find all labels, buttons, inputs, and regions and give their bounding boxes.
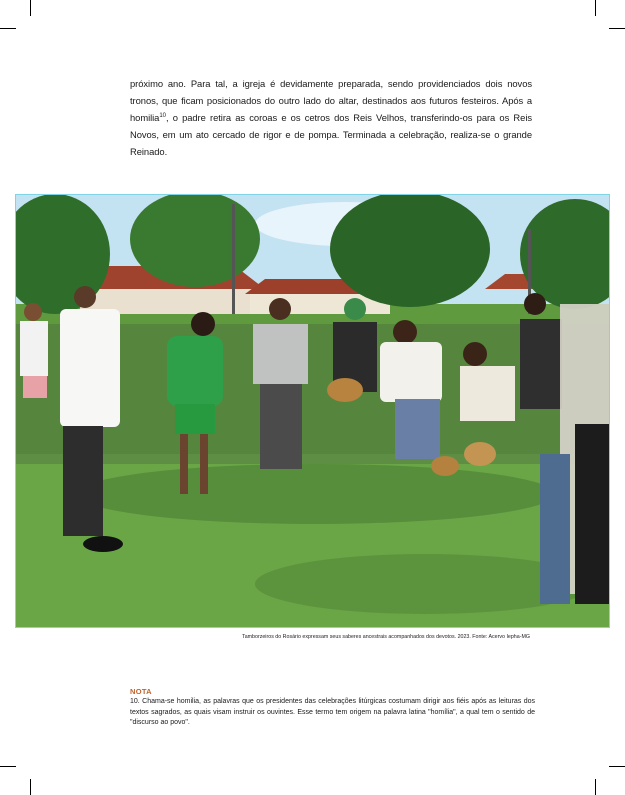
photo-caption: Tamborzeiros do Rosário expressam seus saberes ancestrais acompanhados dos devotos. 2023. Fonte: Acervo Iepha-MG <box>242 634 530 640</box>
note-title: NOTA <box>130 687 152 696</box>
crop-mark <box>609 766 625 767</box>
crop-mark <box>595 0 596 16</box>
crop-mark <box>0 766 16 767</box>
body-text-part1: próximo ano. Para tal, a igreja é devidamente preparada, sendo providenciados dois novos tronos, que ficam posicionados do outro lado do altar, destinados aos futuros festeiros. Após a homilia <box>130 78 532 123</box>
crop-mark <box>595 779 596 795</box>
crop-mark <box>30 779 31 795</box>
note-body <box>130 697 535 729</box>
crop-mark <box>0 28 16 29</box>
body-paragraph <box>130 75 532 160</box>
event-photo <box>15 194 610 628</box>
crop-mark <box>30 0 31 16</box>
body-text-part2: , o padre retira as coroas e os cetros dos Reis Velhos, transferindo-os para os Reis Novos, em um ato cercado de rigor e de pompa. Terminada a celebração, realiza-se o grande Reinado. <box>130 112 532 157</box>
note-text: . Chama-se homilia, as palavras que os presidentes das celebrações litúrgicas costumam dirigir aos fiéis após as leituras dos textos sagrados, as quais visam instruir os ouvintes. Esse termo tem origem na palavra latina "homília", a qual tem o sentido de "discurso ao povo". <box>130 698 535 726</box>
note-number: 10 <box>130 698 138 705</box>
footnote-reference[interactable]: 10 <box>159 112 166 119</box>
crop-mark <box>609 28 625 29</box>
